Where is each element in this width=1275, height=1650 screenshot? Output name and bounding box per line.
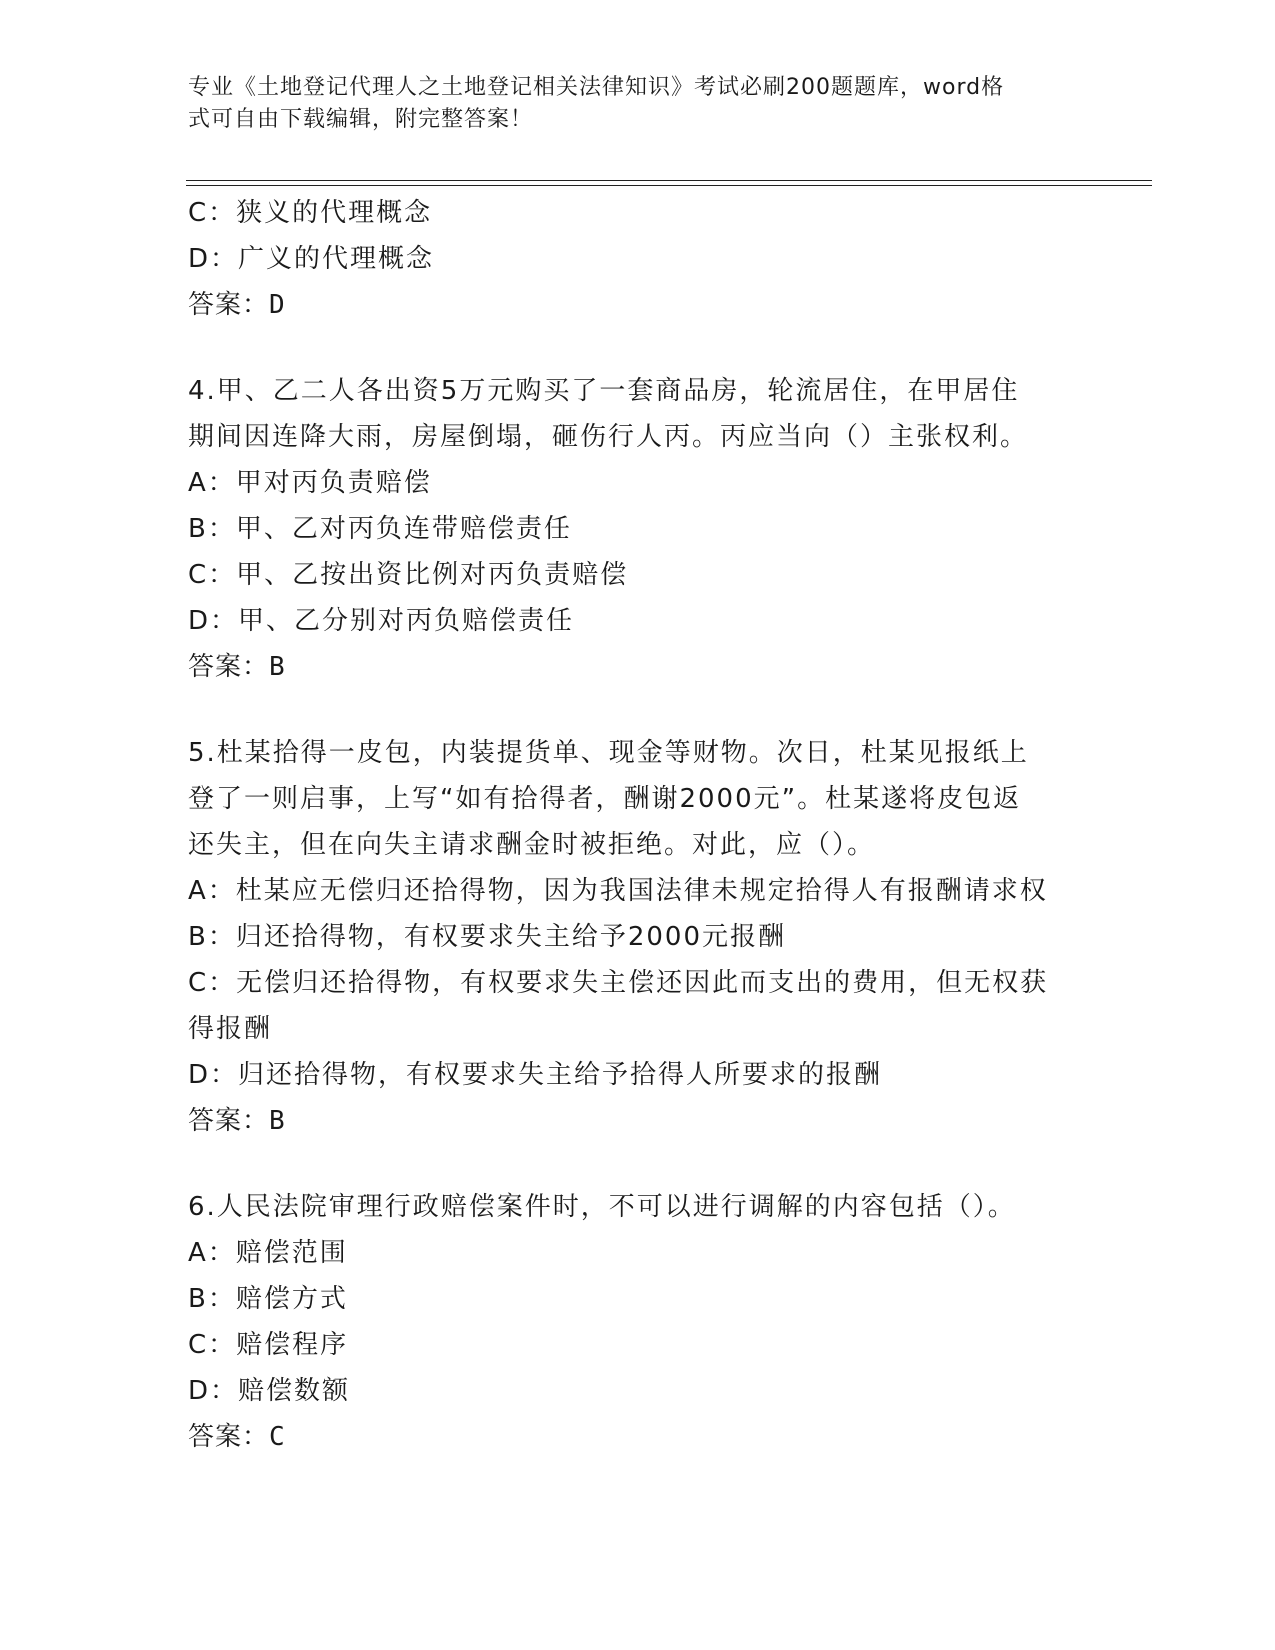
option-line: D：广义的代理概念: [188, 244, 435, 274]
answer-line: [188, 282, 1088, 328]
option-line: A：杜某应无偿归还拾得物，因为我国法律未规定拾得人有报酬请求权: [188, 876, 1048, 906]
question-text-line: 期间因连降大雨，房屋倒塌，砸伤行人丙。丙应当向（）主张权利。: [188, 422, 1029, 452]
option-line: C：无偿归还拾得物，有权要求失主偿还因此而支出的费用，但无权获: [188, 968, 1049, 998]
option-line: D：甲、乙分别对丙负赔偿责任: [188, 606, 575, 636]
answer-label: 答案：: [188, 1106, 270, 1136]
option-line: A：甲对丙负责赔偿: [188, 468, 432, 498]
option-line: A：赔偿范围: [188, 1238, 348, 1268]
question-6: [188, 1184, 1088, 1460]
question-text-line: 登了一则启事，上写“如有拾得者，酬谢2000元”。杜某遂将皮包返: [188, 784, 1022, 814]
question-5: [188, 730, 1088, 1144]
option-line: 得报酬: [188, 1014, 273, 1044]
question-text-line: 还失主，但在向失主请求酬金时被拒绝。对此，应（）。: [188, 830, 876, 860]
header-rule: [186, 185, 1152, 186]
document-header: [188, 72, 1088, 136]
question-list: [188, 190, 1088, 1460]
option-line: C：狭义的代理概念: [188, 198, 433, 228]
option-line: C：甲、乙按出资比例对丙负责赔偿: [188, 560, 629, 590]
answer-label: 答案：: [188, 290, 270, 320]
header-line: 专业《土地登记代理人之土地登记相关法律知识》考试必刷200题题库，word格: [188, 75, 1005, 100]
option-line: D：归还拾得物，有权要求失主给予拾得人所要求的报酬: [188, 1060, 883, 1090]
answer-line: [188, 1414, 1088, 1460]
question-4: [188, 368, 1088, 690]
header-rule: [186, 180, 1152, 181]
option-line: B：归还拾得物，有权要求失主给予2000元报酬: [188, 922, 787, 952]
option-line: D：赔偿数额: [188, 1376, 351, 1406]
answer-line: [188, 644, 1088, 690]
question-3-tail: [188, 190, 1088, 328]
answer-label: 答案：: [188, 1422, 270, 1452]
option-line: B：甲、乙对丙负连带赔偿责任: [188, 514, 572, 544]
answer-value: C: [269, 1422, 287, 1452]
header-line: 式可自由下载编辑，附完整答案！: [188, 107, 534, 132]
option-line: C：赔偿程序: [188, 1330, 349, 1360]
answer-line: [188, 1098, 1088, 1144]
answer-label: 答案：: [188, 652, 270, 682]
question-text-line: 5.杜某拾得一皮包，内装提货单、现金等财物。次日，杜某见报纸上: [188, 738, 1029, 768]
question-text-line: 4.甲、乙二人各出资5万元购买了一套商品房，轮流居住，在甲居住: [188, 376, 1020, 406]
answer-value: B: [269, 1106, 287, 1136]
question-text-line: 6.人民法院审理行政赔偿案件时，不可以进行调解的内容包括（）。: [188, 1192, 1016, 1222]
answer-value: B: [269, 652, 287, 682]
option-line: B：赔偿方式: [188, 1284, 348, 1314]
answer-value: D: [269, 290, 287, 320]
